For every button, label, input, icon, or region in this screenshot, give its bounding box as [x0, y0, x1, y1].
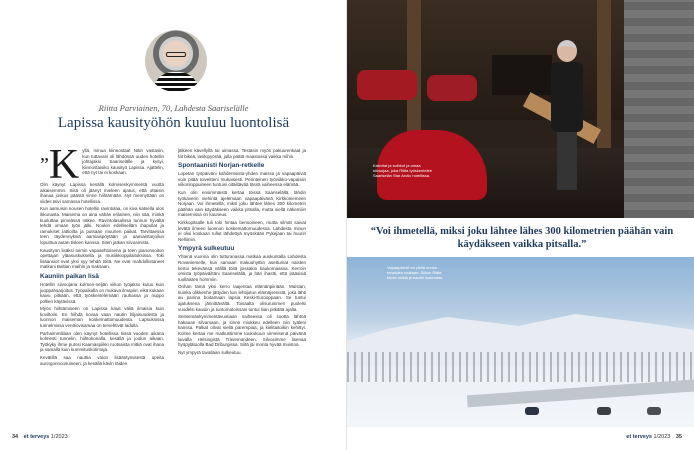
forest-shape: [347, 352, 694, 382]
page-folio-left: [12, 434, 68, 440]
paragraph: Myös hiihtämiseen on Lapissa kauit väliä ilmaisia kuin koviltoiin. En hiihdä kovaa vaan nautin hiljaisuudesta ja luonnon maiseman koskemattomuudesta. Lapsuksissa tunnelmissa venttiovisamaa on tervehtivät ladulla.: [40, 306, 164, 329]
photo-caption-top: Kahvilat ja suihkut ja omaa siivoojaa, joka Riitta työskentelee Saariselän Star Arctic hotellissa.: [373, 163, 432, 178]
paragraph: Kirkkopitsalle tuli toki hintaa bensoineen, mutta silmät saivat levätä ilmeen luonnon koskemattomuudessa. Lahdesta minun ei olisi koskaan tullut lähdettyä myöskään Pykejaan tai huurin Nellimiin.: [178, 219, 306, 242]
stone-fireplace-shape: [624, 0, 694, 218]
paragraph: Parhaimmillaan olen käynyt hotellissa tiissä vuoden aikana kolmesti tunnelin, hiihtokonalla, kesällä ja joulun aikaan. Työkyky ihme putosi Kaamaspiikki ruotsaista mitkä ovat ihana ja samalla kuin kummituskotimaja.: [40, 330, 164, 353]
car-shape: [525, 407, 539, 415]
head-shape: [557, 40, 577, 62]
paragraph: Olin käynyt Lapissa kesällä kolmisenkymmentä vuotta aikaisemmin. Siitä oli jäänyt mieleen ajatus, että ottaisin ihanaa joskus päästä sinne hiihtämään. Nyt mennyttään on viides talvi samassa hotellissa.: [40, 182, 164, 204]
intro-text: yllä, minua kiinnostaa! Näin vastasin, kun tuttavani oli lähdössä uuden hotellin johtajaksi Saariselälle ja kysyi, kiinnostaisiko kausityö Lapissa. Ajattelin, että nyt tai ei koskaan.: [82, 148, 164, 176]
red-chair-shape: [357, 70, 417, 100]
byline: Riitta Parviainen, 70, Lahdesta Saariselälle: [98, 103, 249, 113]
issue-number: 1/2023: [653, 434, 671, 440]
paragraph: Nyt ympyrä tavallaan sulkeutuu.: [178, 349, 242, 355]
person-shape: [547, 40, 587, 190]
intro-paragraph: [40, 148, 164, 182]
striped-shirt-shape: [153, 72, 199, 92]
magazine-brand: et terveys: [626, 434, 652, 440]
page-folio-right: [626, 434, 682, 440]
author-portrait: [145, 30, 207, 92]
road-shape: [467, 379, 694, 408]
paragraph: Kausityön lisäksi toimin vapaaehtoisena ja teen pianonsoiton opettajan yläasuskuksella ja musiikkioppilaitoksissa. Toki lisäansiot ovat yksi syy tehdä töitä. Ne ovat mahdollistaneet matkani Baltian maihin ja Saksaan.: [40, 247, 164, 270]
counter-shape: [492, 55, 552, 95]
issue-number: 1/2023: [50, 434, 68, 440]
lapland-landscape-photo: [347, 257, 694, 427]
legs-shape: [557, 132, 577, 190]
car-shape: [597, 407, 611, 415]
glasses-shape: [166, 52, 186, 57]
right-page: [347, 0, 694, 450]
dropcap: ”K: [40, 148, 80, 182]
subheading: Ympyrä sulkeutuu: [178, 245, 235, 253]
pull-quote: “Voi ihmetellä, miksi joku lähtee lähes 300 kilometrien päähän vain käydäkseen vaikka pitsalla.”: [370, 226, 674, 250]
paragraph: Onhan tämä yksi kerro laajentaa elämänpiiriään. Muistan, kuinka olikkenhe jättyden luin lehtijutun elämäjsenistä, joka lähti au pairina boitamaan lapsia Keski-Eurooppaan. Se tuntui ajatuksena jännittävältä. Toisaalta olisuruinmen puolelsi vuodelsi kausiin ja tuntomatoissani tuntui liian pitkältä ajalta.: [178, 284, 306, 312]
paragraph: Hotellin siivoojana kolmen-neljän viikon työjakso kuluu kuin juoppahsarjoitus. Työpaikalla on mukava ilmapiiri, eikä kukaan kaivu pitkään, että työskentelemään rauhassa ja nuppo pöllien käytävissä.: [40, 281, 164, 304]
page-number: 35: [675, 434, 682, 440]
article-headline: Lapissa kausityöhön kuuluu luontolisä: [57, 115, 290, 131]
paragraph: Kun olin ensimmäistä kertaa töissä Saariselällä, lähdin työkaverin viehintä ajelemaan vapaapäivänä Kirkkoniemeen Norjaan. Voi ihmetellä, miksi joku lähtee lähes 300 kilometrin päähän vain käydäkseen vaikka pitsalla, mutta siellä näkemiiin maisemissa on kauneus.: [178, 189, 306, 218]
body-shape: [551, 62, 583, 132]
paragraph: Lopetan työpäiväni kahdentoista-yhden maissa ja vapaapäiviä voin pitää toiveitteni mukaisesti. Perinteinen työviikko-vapaisiin viikonloppuineen tuntuisi oitäiltävää tässä vaiheessa elämää.: [178, 171, 306, 188]
red-chair-shape: [427, 75, 477, 101]
column-2: [178, 148, 306, 357]
paragraph: Seitsemänkymmentävuotiaan vaiheessa oli suotta lähtöä hakauan silvamaan, ja sinne miukkeu edelleen niin tyäleni kanssa. Palkat olivat siellä parempiaa, ja kielitaitoikin kehittyi. Kolme kertaa me matkustimme toukokuun viimeisenä päivänä laivalla Helsingistä Travemündeen. Silvosimme lisenaa hyöpylätoolla Bad Driburgissa. Siitä jäi monta hyvää muistoa.: [178, 314, 306, 348]
column-1: [40, 148, 164, 368]
photo-caption-bottom: Vapaapäivät voi pitää ennen toiveiden mukaan. Silloin Riitta tekee retkiä ja nauttii luonnosta.: [387, 265, 444, 280]
paragraph: Yhtenä vuonna olin tutturanassa matkaa auskuntalla Lahdesta Rovaniemelle, kun samaan makuuhyttiin asettumat naisten kertoi tekevänsä välillä töitä joissakin kaukomaassa. Kerroin omista työpäiväiltäni Saariselällä, ja hän ihastti, että pääsisiä tuolläisten hommiin.: [178, 254, 306, 282]
subheading: Spontaanisti Norjan-retkelle: [178, 162, 265, 170]
magazine-brand: et terveys: [23, 434, 50, 440]
page-number: 34: [12, 434, 19, 440]
paragraph: Kun aamuisin nousen hotellin ravintolaa, on kiva katsella ulos ikkunasta. Maisema on aina vähän erilainen, niin sää, minkä kuuluttaa pimeässä näkee. Ravintolasalissa tunnun hyvältä tehdä omaan työn jälki. Noukin edelliselläm ihapullat ja ramukiset lattioilta ja putsaan muurien paikat. Tarvittaessa teen täydennyksiä aamiaispöytään ja aamiaistarjoilun lopuittua autan tiskien kanssa. Siten jatkan siivoamista.: [40, 206, 164, 245]
car-shape: [647, 407, 661, 415]
paragraph: jälkeen kävellyllä tai uimassa. Testasin myös pakuurenkaat ja fat bikeä, lasikipyörää, jolla päätä maastossa vaikka mihin.: [178, 148, 306, 159]
hotel-interior-photo: [347, 0, 694, 218]
paragraph: Kevätillä saa nauttia valon lisääntymisestä upeita auringonnousuineen, ja kesällä kävin täiden: [40, 355, 164, 366]
subheading: Kauniin paikan lisä: [40, 272, 99, 280]
